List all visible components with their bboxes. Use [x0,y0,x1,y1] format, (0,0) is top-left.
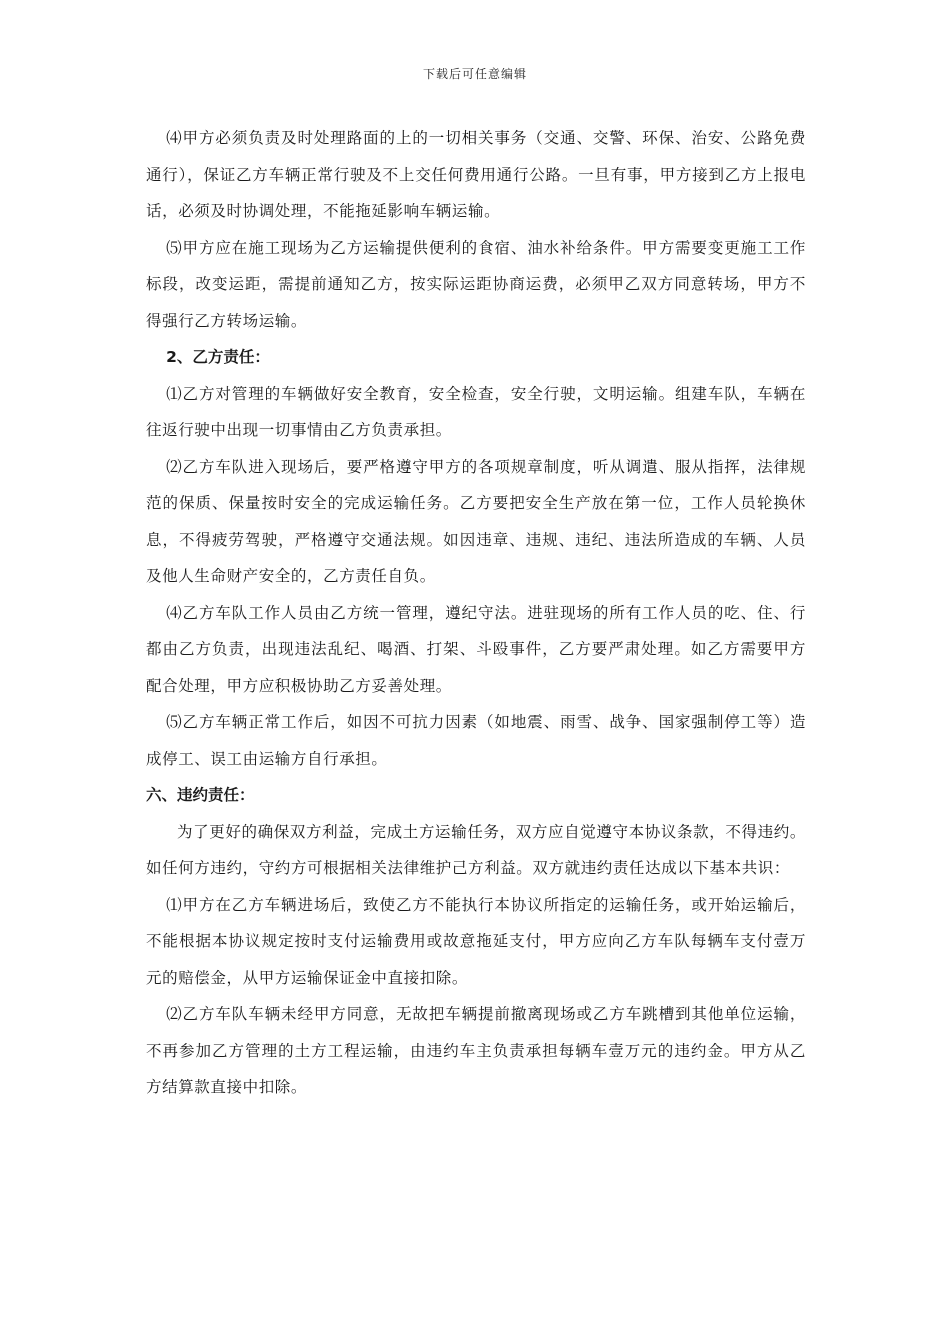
document-body [146,120,806,1106]
paragraph-breach-intro: 为了更好的确保双方利益，完成土方运输任务，双方应自觉遵守本协议条款，不得违约。如任何方违约，守约方可根据相关法律维护己方利益。双方就违约责任达成以下基本共识： [146,822,806,877]
paragraph-party-b-rules: ⑵乙方车队进入现场后，要严格遵守甲方的各项规章制度，听从调遣、服从指挥，法律规范的保质、保量按时安全的完成运输任务。乙方要把安全生产放在第一位，工作人员轮换休息，不得疲劳驾驶，严格遵守交通法规。如因违章、违规、违纪、违法所造成的车辆、人员及他人生命财产安全的，乙方责任自负。 [146,457,806,585]
paragraph-party-a-road-affairs: ⑷甲方必须负责及时处理路面的上的一切相关事务（交通、交警、环保、治安、公路免费通行），保证乙方车辆正常行驶及不上交任何费用通行公路。一旦有事，甲方接到乙方上报电话，必须及时协调处理，不能拖延影响车辆运输。 [146,129,806,220]
paragraph-breach-party-a: ⑴甲方在乙方车辆进场后，致使乙方不能执行本协议所指定的运输任务，或开始运输后，不能根据本协议规定按时支付运输费用或故意拖延支付，甲方应向乙方车队每辆车支付壹万元的赔偿金，从甲方运输保证金中直接扣除。 [146,895,806,987]
paragraph-party-b-force-majeure: ⑸乙方车辆正常工作后，如因不可抗力因素（如地震、雨雪、战争、国家强制停工等）造成停工、误工由运输方自行承担。 [146,713,806,768]
paragraph-party-a-site-support: ⑸甲方应在施工现场为乙方运输提供便利的食宿、油水补给条件。甲方需要变更施工工作标段，改变运距，需提前通知乙方，按实际运距协商运费，必须甲乙双方同意转场，甲方不得强行乙方转场运输。 [146,238,806,330]
section-heading-breach: 六、违约责任： [146,786,255,804]
paragraph-party-b-staff: ⑷乙方车队工作人员由乙方统一管理，遵纪守法。进驻现场的所有工作人员的吃、住、行都由乙方负责，出现违法乱纪、喝酒、打架、斗殴事件，乙方要严肃处理。如乙方需要甲方配合处理，甲方应积极协助乙方妥善处理。 [146,603,806,695]
page-header: 下载后可任意编辑 [422,67,527,81]
section-heading-party-b-responsibility: 2、乙方责任： [166,348,270,366]
paragraph-breach-party-b: ⑵乙方车队车辆未经甲方同意，无故把车辆提前撤离现场或乙方车跳槽到其他单位运输，不再参加乙方管理的土方工程运输，由违约车主负责承担每辆车壹万元的违约金。甲方从乙方结算款直接中扣除。 [146,1005,806,1096]
paragraph-party-b-safety: ⑴乙方对管理的车辆做好安全教育，安全检查，安全行驶，文明运输。组建车队，车辆在往返行驶中出现一切事情由乙方负责承担。 [146,384,806,439]
